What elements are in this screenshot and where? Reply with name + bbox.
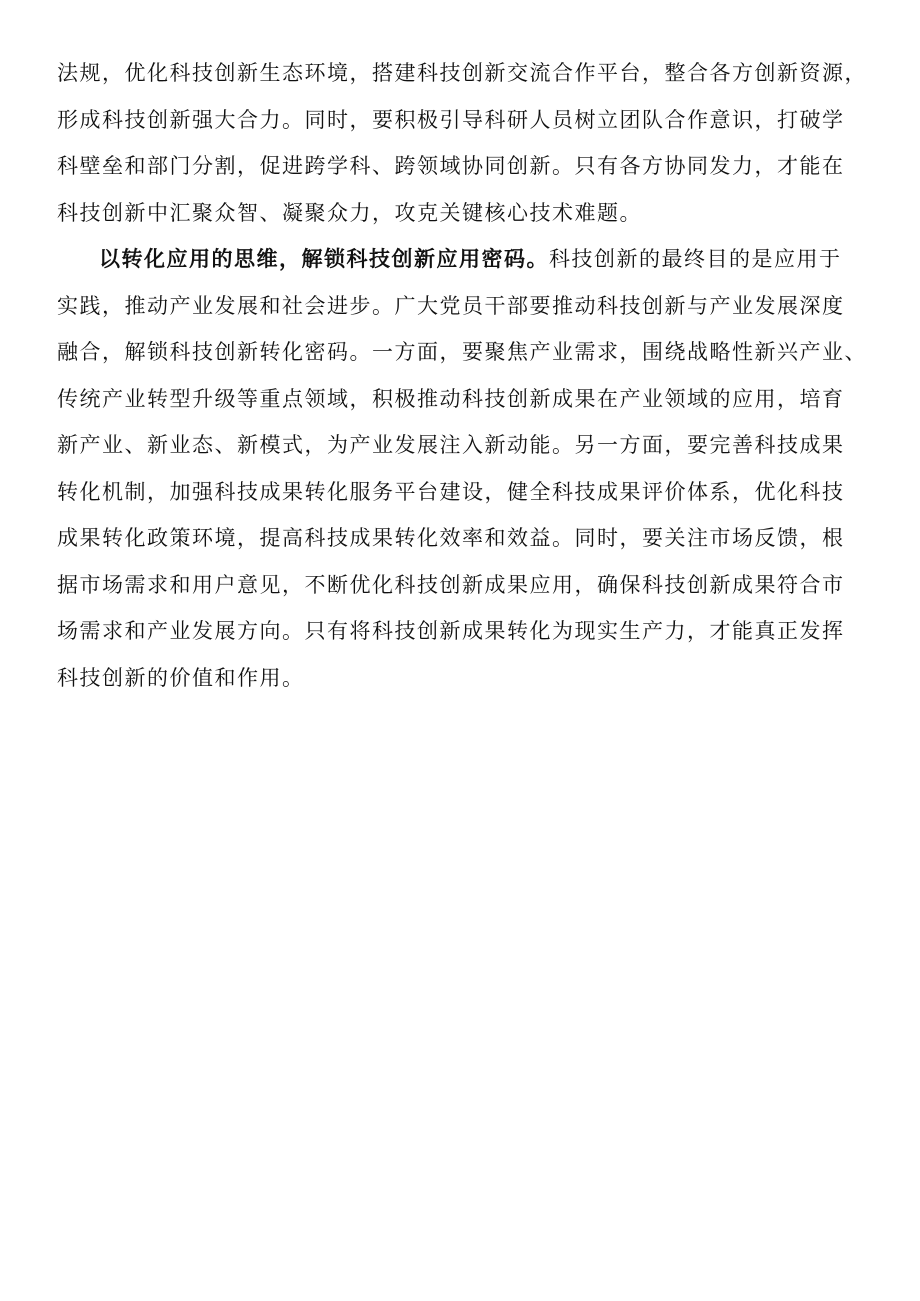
paragraph-2-line: 融合，解锁科技创新转化密码。一方面，要聚焦产业需求，围绕战略性新兴产业、 bbox=[57, 340, 867, 364]
paragraph-2-first-line-text: 科技创新的最终目的是应用于 bbox=[549, 247, 842, 271]
paragraph-2-line: 实践，推动产业发展和社会进步。广大党员干部要推动科技创新与产业发展深度 bbox=[57, 293, 845, 318]
paragraph-2-line: 据市场需求和用户意见，不断优化科技创新成果应用，确保科技创新成果符合市 bbox=[57, 572, 845, 597]
paragraph-2-line: 传统产业转型升级等重点领域，积极推动科技创新成果在产业领域的应用，培育 bbox=[57, 386, 845, 411]
paragraph-1-line: 形成科技创新强大合力。同时，要积极引导科研人员树立团队合作意识，打破学 bbox=[57, 107, 845, 132]
document-page bbox=[57, 50, 867, 701]
paragraph-2-line: 新产业、新业态、新模式，为产业发展注入新动能。另一方面，要完善科技成果 bbox=[57, 433, 845, 457]
paragraph-1 bbox=[57, 50, 867, 236]
paragraph-2-line: 转化机制，加强科技成果转化服务平台建设，健全科技成果评价体系，优化科技 bbox=[57, 479, 845, 504]
paragraph-1-line: 科壁垒和部门分割，促进跨学科、跨领域协同创新。只有各方协同发力，才能在 bbox=[57, 154, 845, 178]
paragraph-2 bbox=[57, 236, 867, 701]
paragraph-1-line: 科技创新中汇聚众智、凝聚众力，攻克关键核心技术难题。 bbox=[57, 200, 642, 225]
paragraph-2-first-line bbox=[57, 236, 867, 283]
paragraph-2-heading: 以转化应用的思维，解锁科技创新应用密码。 bbox=[99, 246, 549, 271]
paragraph-2-line: 场需求和产业发展方向。只有将科技创新成果转化为现实生产力，才能真正发挥 bbox=[57, 619, 845, 643]
paragraph-1-line: 法规，优化科技创新生态环境，搭建科技创新交流合作平台，整合各方创新资源， bbox=[57, 61, 867, 85]
paragraph-2-line: 科技创新的价值和作用。 bbox=[57, 665, 305, 690]
paragraph-2-line: 成果转化政策环境，提高科技成果转化效率和效益。同时，要关注市场反馈，根 bbox=[57, 526, 845, 550]
